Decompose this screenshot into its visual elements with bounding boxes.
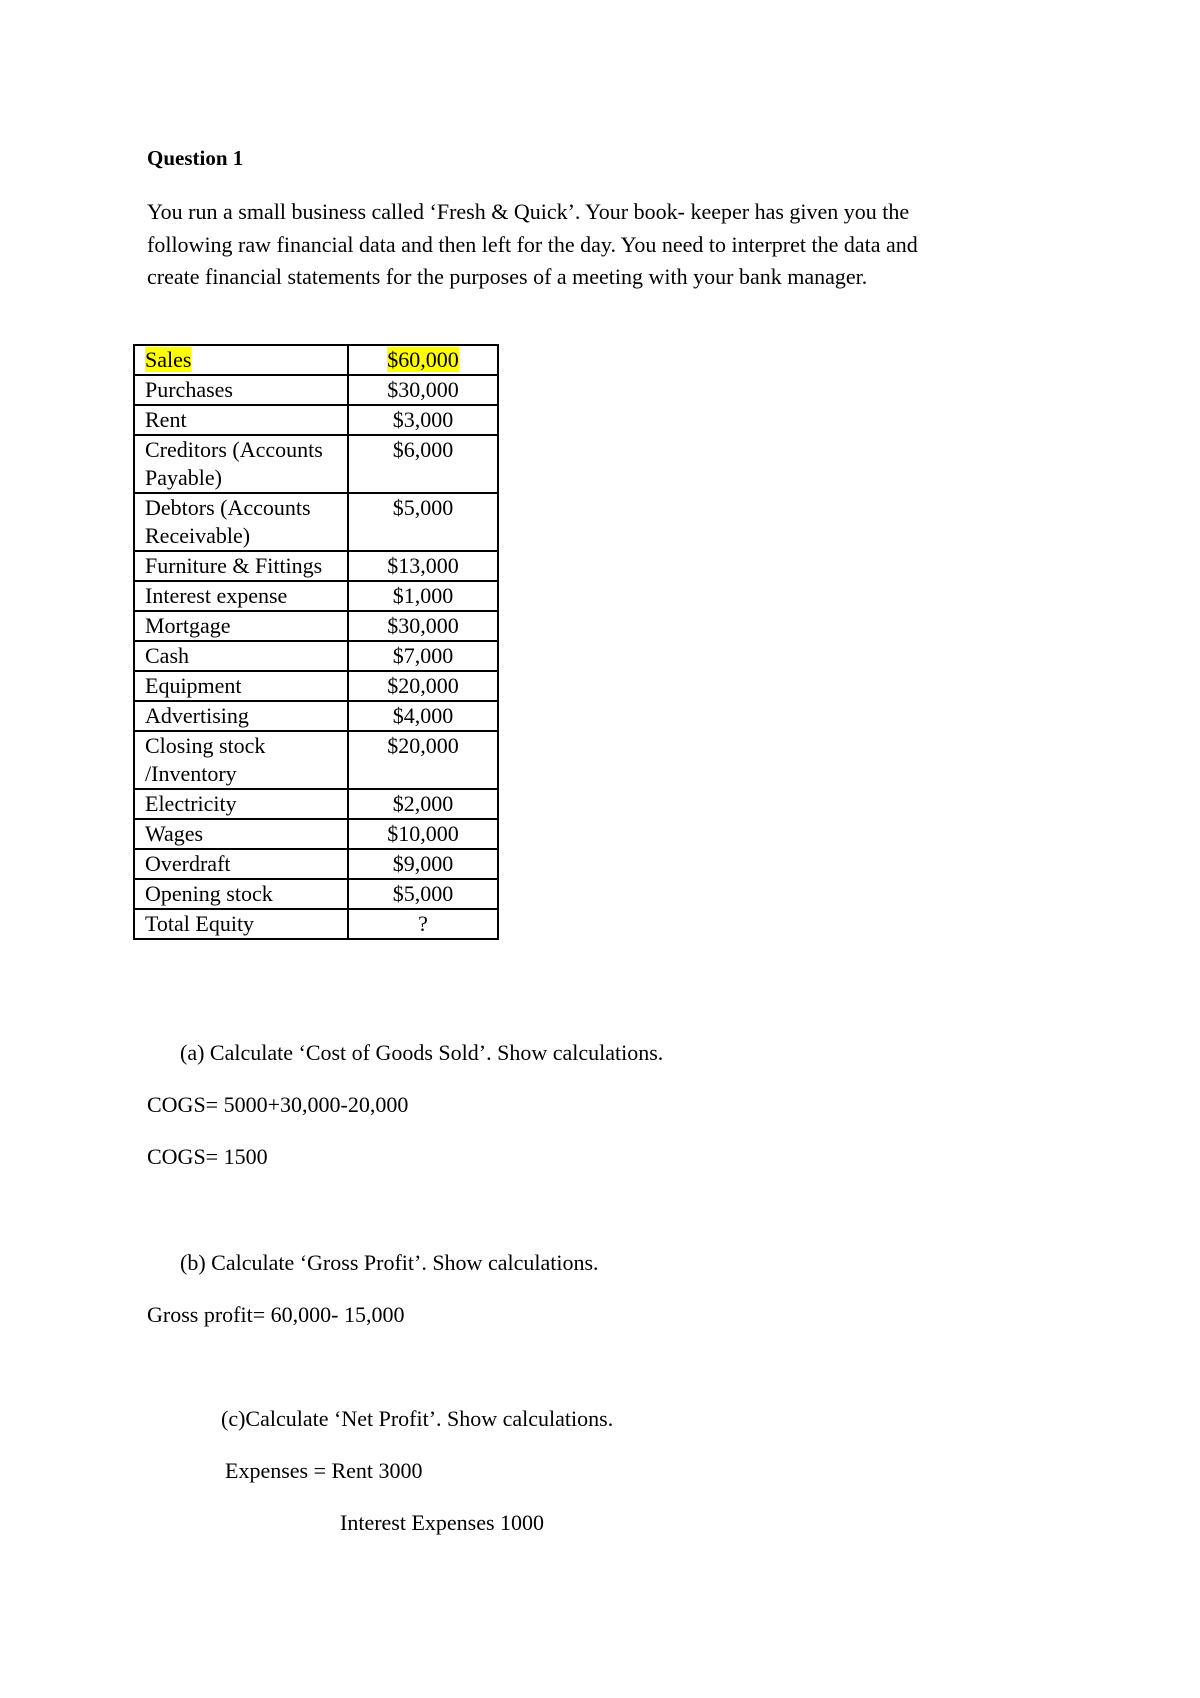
row-amount: $5,000 xyxy=(348,879,498,909)
table-row xyxy=(134,731,498,789)
row-amount: ? xyxy=(348,909,498,939)
row-amount: $5,000 xyxy=(348,493,498,551)
part-c-expenses: Expenses = Rent 3000 xyxy=(225,1458,423,1483)
part-c-prompt: (c)Calculate ‘Net Profit’. Show calculations. xyxy=(221,1406,614,1431)
row-amount: $20,000 xyxy=(348,731,498,789)
table-row xyxy=(134,849,498,879)
row-label: Interest expense xyxy=(134,581,348,611)
row-label: Purchases xyxy=(134,375,348,405)
row-label: Sales xyxy=(145,347,192,372)
table-row xyxy=(134,671,498,701)
table-row xyxy=(134,493,498,551)
table-row xyxy=(134,641,498,671)
intro-line: create financial statements for the purposes of a meeting with your bank manager. xyxy=(147,264,868,289)
question-heading: Question 1 xyxy=(147,146,244,170)
row-amount: $20,000 xyxy=(348,671,498,701)
intro-line: following raw financial data and then left for the day. You need to interpret the data and xyxy=(147,231,918,257)
row-amount: $30,000 xyxy=(348,611,498,641)
table-row xyxy=(134,581,498,611)
table-row xyxy=(134,375,498,405)
table-row xyxy=(134,405,498,435)
financial-data-table xyxy=(133,344,499,940)
row-amount: $60,000 xyxy=(387,347,459,372)
intro-line: You run a small business called ‘Fresh & Quick’. Your book- keeper has given you the xyxy=(147,199,910,224)
question-intro xyxy=(147,196,1047,294)
row-amount: $1,000 xyxy=(348,581,498,611)
row-label: Rent xyxy=(134,405,348,435)
row-label: Furniture & Fittings xyxy=(134,551,348,581)
part-a-answer: COGS= 5000+30,000-20,000 xyxy=(147,1092,409,1117)
row-amount: $7,000 xyxy=(348,641,498,671)
table-row xyxy=(134,789,498,819)
row-amount: $10,000 xyxy=(348,819,498,849)
table-row xyxy=(134,879,498,909)
table-row xyxy=(134,701,498,731)
row-label: Closing stock /Inventory xyxy=(134,731,348,789)
row-label: Debtors (Accounts Receivable) xyxy=(134,493,348,551)
part-b-answer: Gross profit= 60,000- 15,000 xyxy=(147,1302,405,1327)
row-label: Advertising xyxy=(134,701,348,731)
part-c-expense-item: Interest Expenses 1000 xyxy=(340,1510,545,1535)
row-label: Cash xyxy=(134,641,348,671)
row-label: Total Equity xyxy=(134,909,348,939)
part-b-prompt: (b) Calculate ‘Gross Profit’. Show calculations. xyxy=(180,1250,599,1275)
row-label: Overdraft xyxy=(134,849,348,879)
row-label: Opening stock xyxy=(134,879,348,909)
row-label: Wages xyxy=(134,819,348,849)
row-amount: $13,000 xyxy=(348,551,498,581)
row-amount: $2,000 xyxy=(348,789,498,819)
row-label: Electricity xyxy=(134,789,348,819)
row-label: Creditors (Accounts Payable) xyxy=(134,435,348,493)
table-row xyxy=(134,909,498,939)
row-label: Equipment xyxy=(134,671,348,701)
table-row xyxy=(134,611,498,641)
table-row xyxy=(134,345,498,375)
part-a-prompt: (a) Calculate ‘Cost of Goods Sold’. Show calculations. xyxy=(180,1040,664,1065)
table-row xyxy=(134,551,498,581)
part-a-answer: COGS= 1500 xyxy=(147,1144,268,1169)
row-amount: $30,000 xyxy=(348,375,498,405)
row-amount: $3,000 xyxy=(348,405,498,435)
row-amount: $9,000 xyxy=(348,849,498,879)
row-amount: $6,000 xyxy=(348,435,498,493)
row-amount: $4,000 xyxy=(348,701,498,731)
table-row xyxy=(134,435,498,493)
row-label: Mortgage xyxy=(134,611,348,641)
table-row xyxy=(134,819,498,849)
